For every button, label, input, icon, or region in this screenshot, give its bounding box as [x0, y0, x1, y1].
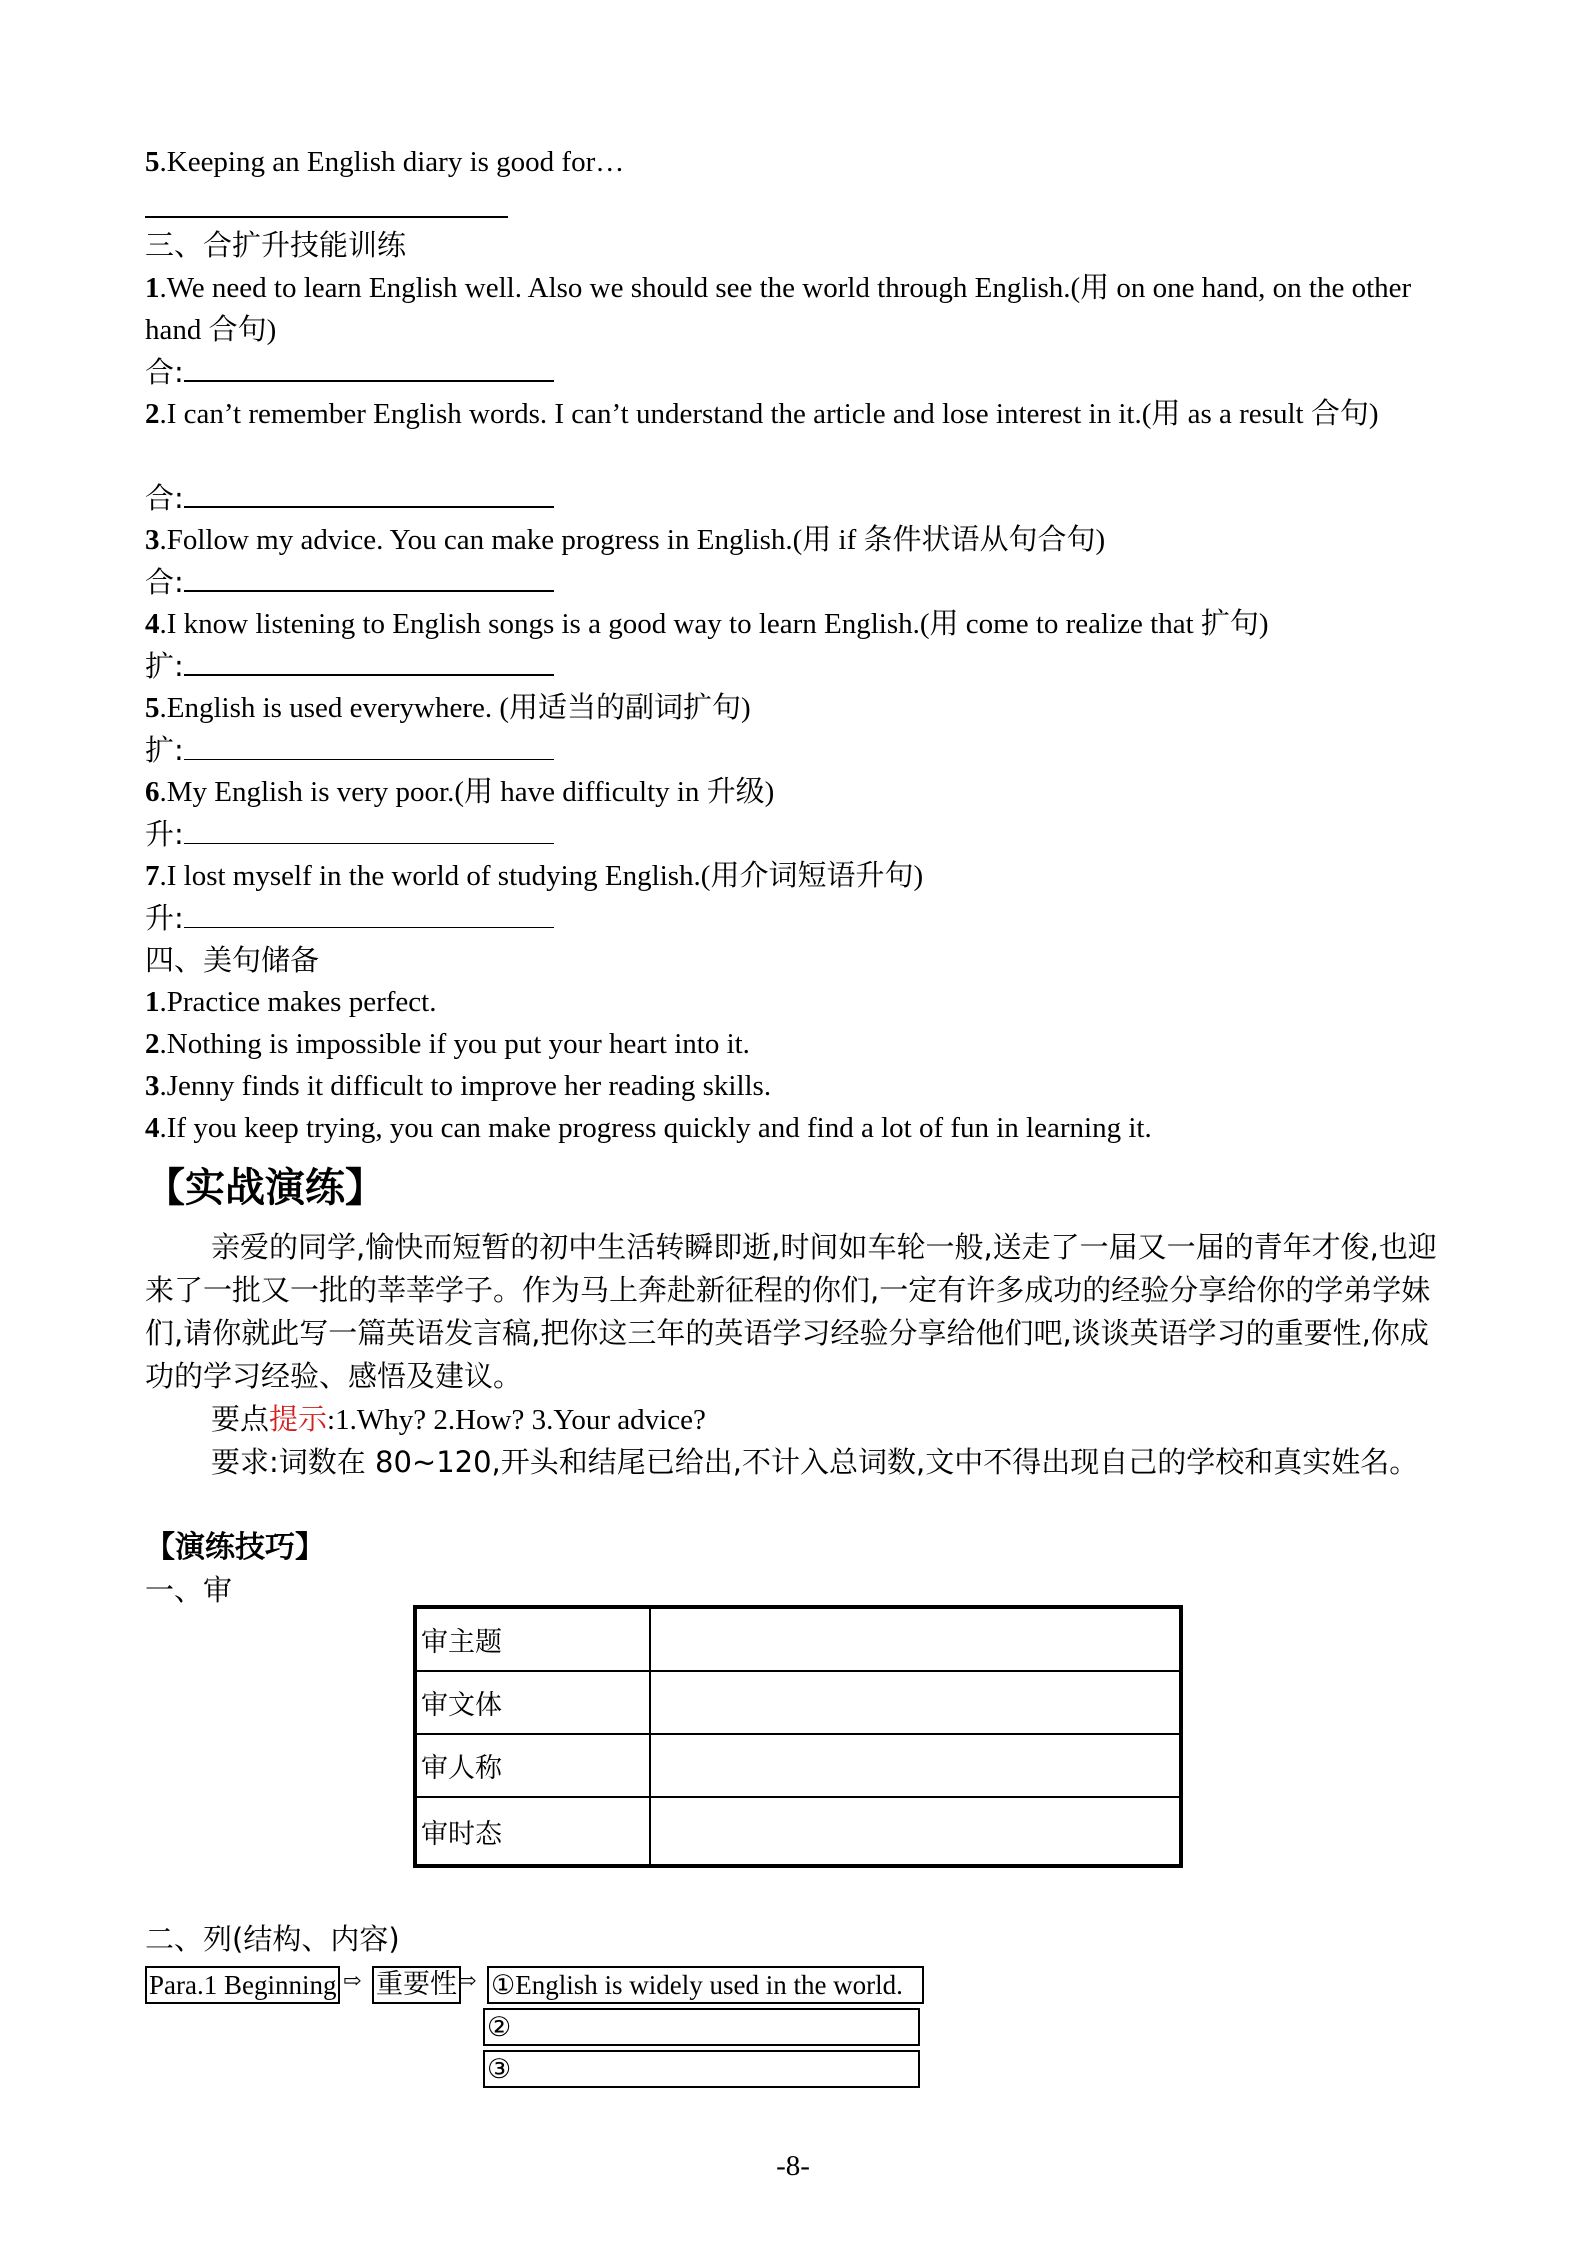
- point-box[interactable]: ③: [483, 2050, 920, 2088]
- table-row: [415, 1671, 1181, 1734]
- arrow-right-icon: ⇨: [343, 1968, 362, 1993]
- answer-label: 合:: [145, 481, 184, 515]
- exercise-item: 2.I can’t remember English words. I can’t understand the article and lose interest in it.(用 as a result 合句): [145, 398, 1379, 430]
- table-row: [415, 1607, 1181, 1671]
- answer-line[interactable]: [184, 478, 554, 508]
- para1-box: Para.1 Beginning: [145, 1966, 340, 2004]
- answer-row: [145, 645, 554, 688]
- review-key: 审人称: [415, 1734, 650, 1797]
- page-number: -8-: [776, 2150, 810, 2182]
- answer-line[interactable]: [184, 646, 554, 676]
- answer-line[interactable]: [184, 899, 554, 928]
- item-text: .Keeping an English diary is good for…: [159, 146, 625, 178]
- review-answer-cell[interactable]: [650, 1671, 1181, 1734]
- task-paragraph: 亲爱的同学,愉快而短暂的初中生活转瞬即逝,时间如车轮一般,送走了一届又一届的青年才俊,也迎来了一批又一批的莘莘学子。作为马上奔赴新征程的你们,一定有许多成功的经验分享给你的学弟学妹们,请你就此写一篇英语发言稿,把你这三年的英语学习经验分享给他们吧,谈谈英语学习的重要性,你成功的学习经验、感悟及建议。: [145, 1230, 1437, 1393]
- arrow-right-icon: ⇨: [458, 1968, 477, 1993]
- answer-label: 合:: [145, 355, 184, 389]
- point-box: ①English is widely used in the world.: [487, 1966, 924, 2004]
- answer-line[interactable]: [184, 815, 554, 844]
- step-list: 二、列(结构、内容): [145, 1922, 400, 1956]
- answer-label: 升:: [145, 817, 184, 851]
- answer-row: [145, 729, 554, 772]
- practice-title: 【实战演练】: [145, 1165, 385, 1211]
- review-answer-cell[interactable]: [650, 1607, 1181, 1671]
- sentence-item: 4.If you keep trying, you can make progress quickly and find a lot of fun in learning it.: [145, 1112, 1152, 1144]
- points-line: 要点提示:1.Why? 2.How? 3.Your advice?: [211, 1402, 706, 1436]
- answer-line[interactable]: [184, 352, 554, 382]
- review-answer-cell[interactable]: [650, 1797, 1181, 1866]
- exercise-item: 7.I lost myself in the world of studying English.(用介词短语升句): [145, 860, 924, 892]
- table-row: [415, 1797, 1181, 1866]
- sentence-item: 1.Practice makes perfect.: [145, 986, 437, 1018]
- section-title: 三、合扩升技能训练: [145, 228, 407, 262]
- answer-row: [145, 477, 554, 520]
- exercise-item: 1.We need to learn English well. Also we should see the world through English.(用 on one hand, on the other hand 合句): [145, 272, 1412, 346]
- item-number: 5: [145, 146, 160, 178]
- sentence-item: 3.Jenny finds it difficult to improve her reading skills.: [145, 1070, 772, 1102]
- answer-line[interactable]: [184, 562, 554, 592]
- exercise-item: 3.Follow my advice. You can make progress in English.(用 if 条件状语从句合句): [145, 524, 1106, 556]
- skills-title: 【演练技巧】: [145, 1530, 325, 1565]
- answer-label: 合:: [145, 565, 184, 599]
- answer-line[interactable]: [145, 216, 508, 218]
- section-title: 四、美句储备: [145, 943, 320, 977]
- hint-label: 提示: [269, 1402, 328, 1436]
- exercise-item: 6.My English is very poor.(用 have difficulty in 升级): [145, 776, 775, 808]
- answer-row: [145, 561, 554, 604]
- answer-row: [145, 813, 554, 856]
- review-key: 审时态: [415, 1797, 650, 1866]
- step-review: 一、审: [145, 1573, 233, 1607]
- answer-label: 扩:: [145, 733, 184, 767]
- importance-box: 重要性: [372, 1966, 461, 2004]
- answer-line[interactable]: [184, 731, 554, 760]
- exercise-item: 5.English is used everywhere. (用适当的副词扩句): [145, 692, 751, 724]
- answer-row: [145, 897, 554, 940]
- review-table: [413, 1605, 1183, 1868]
- review-key: 审主题: [415, 1607, 650, 1671]
- review-key: 审文体: [415, 1671, 650, 1734]
- answer-label: 升:: [145, 901, 184, 935]
- sentence-item: 2.Nothing is impossible if you put your heart into it.: [145, 1028, 750, 1060]
- point-box[interactable]: ②: [483, 2008, 920, 2046]
- diary-item: [145, 141, 624, 183]
- answer-row: [145, 351, 554, 394]
- requirement-paragraph: 要求:词数在 80~120,开头和结尾已给出,不计入总词数,文中不得出现自己的学校和真实姓名。: [211, 1445, 1419, 1479]
- review-answer-cell[interactable]: [650, 1734, 1181, 1797]
- exercise-item: 4.I know listening to English songs is a good way to learn English.(用 come to realize that 扩句): [145, 608, 1269, 640]
- answer-label: 扩:: [145, 649, 184, 683]
- table-row: [415, 1734, 1181, 1797]
